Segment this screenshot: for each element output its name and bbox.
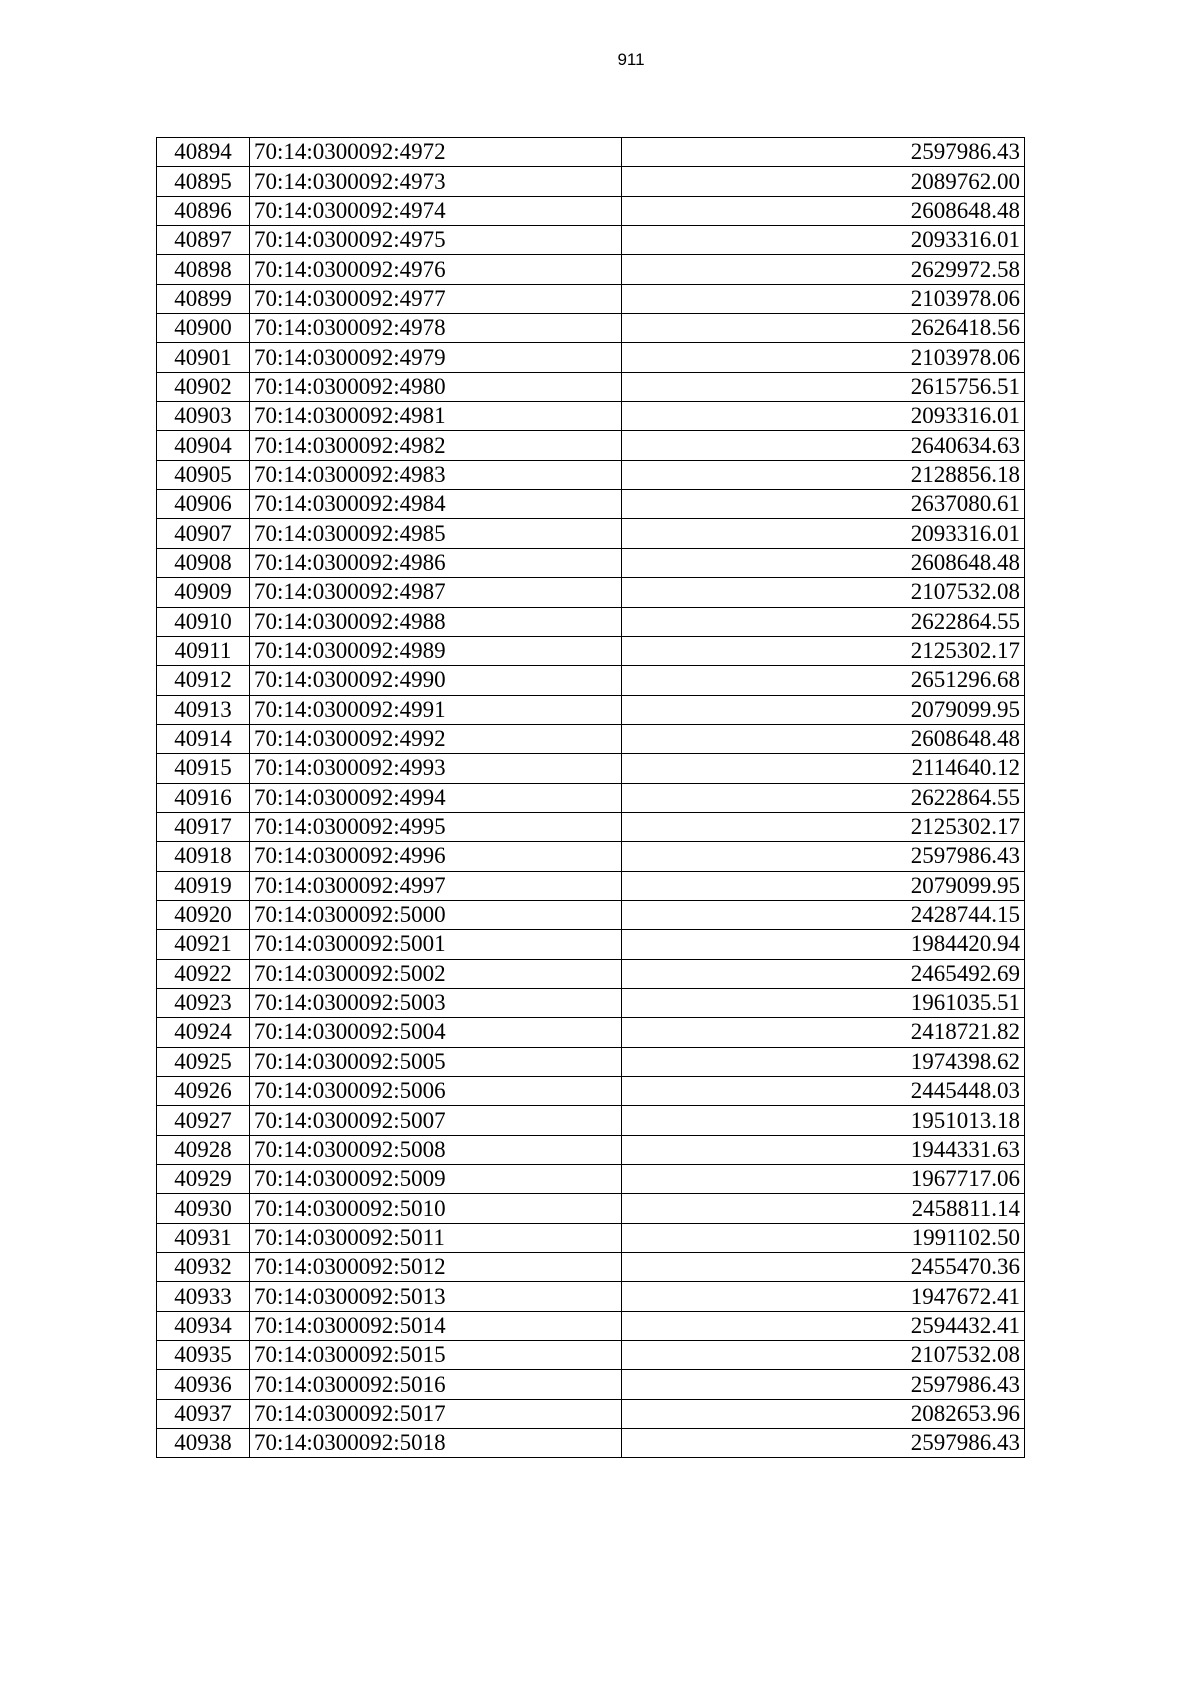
cadastral-number-cell: 70:14:0300092:4983 bbox=[250, 460, 622, 489]
cadastral-number-cell: 70:14:0300092:5015 bbox=[250, 1341, 622, 1370]
cadastral-number-cell: 70:14:0300092:4977 bbox=[250, 284, 622, 313]
cadastral-number-cell: 70:14:0300092:5013 bbox=[250, 1282, 622, 1311]
table-row bbox=[157, 284, 1025, 313]
cadastral-number-cell: 70:14:0300092:4981 bbox=[250, 402, 622, 431]
cadastral-number-cell: 70:14:0300092:4985 bbox=[250, 519, 622, 548]
value-cell: 2418721.82 bbox=[622, 1018, 1025, 1047]
value-cell: 2608648.48 bbox=[622, 196, 1025, 225]
cadastral-number-cell: 70:14:0300092:5008 bbox=[250, 1135, 622, 1164]
table-row bbox=[157, 196, 1025, 225]
row-number-cell: 40922 bbox=[157, 959, 250, 988]
value-cell: 2594432.41 bbox=[622, 1311, 1025, 1340]
table-row bbox=[157, 519, 1025, 548]
cadastral-number-cell: 70:14:0300092:4976 bbox=[250, 255, 622, 284]
row-number-cell: 40923 bbox=[157, 988, 250, 1017]
cadastral-number-cell: 70:14:0300092:4972 bbox=[250, 138, 622, 167]
row-number-cell: 40928 bbox=[157, 1135, 250, 1164]
value-cell: 2428744.15 bbox=[622, 900, 1025, 929]
cadastral-number-cell: 70:14:0300092:4978 bbox=[250, 314, 622, 343]
value-cell: 2093316.01 bbox=[622, 402, 1025, 431]
cadastral-number-cell: 70:14:0300092:5017 bbox=[250, 1399, 622, 1428]
cadastral-table bbox=[156, 137, 1025, 1458]
value-cell: 2128856.18 bbox=[622, 460, 1025, 489]
value-cell: 2455470.36 bbox=[622, 1253, 1025, 1282]
row-number-cell: 40932 bbox=[157, 1253, 250, 1282]
row-number-cell: 40930 bbox=[157, 1194, 250, 1223]
table-body bbox=[157, 138, 1025, 1458]
cadastral-number-cell: 70:14:0300092:5009 bbox=[250, 1165, 622, 1194]
page-number: 911 bbox=[617, 50, 645, 69]
table-row bbox=[157, 724, 1025, 753]
table-row bbox=[157, 1341, 1025, 1370]
cadastral-number-cell: 70:14:0300092:5004 bbox=[250, 1018, 622, 1047]
table-row bbox=[157, 1135, 1025, 1164]
table-row bbox=[157, 167, 1025, 196]
table-row bbox=[157, 842, 1025, 871]
value-cell: 2608648.48 bbox=[622, 548, 1025, 577]
cadastral-number-cell: 70:14:0300092:4995 bbox=[250, 812, 622, 841]
row-number-cell: 40906 bbox=[157, 490, 250, 519]
table-row bbox=[157, 372, 1025, 401]
row-number-cell: 40919 bbox=[157, 871, 250, 900]
cadastral-number-cell: 70:14:0300092:5010 bbox=[250, 1194, 622, 1223]
cadastral-number-cell: 70:14:0300092:4986 bbox=[250, 548, 622, 577]
cadastral-number-cell: 70:14:0300092:5007 bbox=[250, 1106, 622, 1135]
value-cell: 2125302.17 bbox=[622, 812, 1025, 841]
row-number-cell: 40901 bbox=[157, 343, 250, 372]
table-row bbox=[157, 900, 1025, 929]
value-cell: 2089762.00 bbox=[622, 167, 1025, 196]
table-row bbox=[157, 578, 1025, 607]
value-cell: 2458811.14 bbox=[622, 1194, 1025, 1223]
row-number-cell: 40913 bbox=[157, 695, 250, 724]
value-cell: 2093316.01 bbox=[622, 519, 1025, 548]
row-number-cell: 40924 bbox=[157, 1018, 250, 1047]
table-row bbox=[157, 959, 1025, 988]
row-number-cell: 40904 bbox=[157, 431, 250, 460]
cadastral-number-cell: 70:14:0300092:5006 bbox=[250, 1077, 622, 1106]
value-cell: 2103978.06 bbox=[622, 343, 1025, 372]
value-cell: 2107532.08 bbox=[622, 1341, 1025, 1370]
cadastral-number-cell: 70:14:0300092:5002 bbox=[250, 959, 622, 988]
value-cell: 2629972.58 bbox=[622, 255, 1025, 284]
cadastral-number-cell: 70:14:0300092:5000 bbox=[250, 900, 622, 929]
cadastral-number-cell: 70:14:0300092:4973 bbox=[250, 167, 622, 196]
table-row bbox=[157, 431, 1025, 460]
value-cell: 2079099.95 bbox=[622, 695, 1025, 724]
table-row bbox=[157, 314, 1025, 343]
table-row bbox=[157, 1194, 1025, 1223]
value-cell: 1951013.18 bbox=[622, 1106, 1025, 1135]
cadastral-number-cell: 70:14:0300092:5005 bbox=[250, 1047, 622, 1076]
cadastral-number-cell: 70:14:0300092:4994 bbox=[250, 783, 622, 812]
row-number-cell: 40900 bbox=[157, 314, 250, 343]
row-number-cell: 40902 bbox=[157, 372, 250, 401]
cadastral-number-cell: 70:14:0300092:5016 bbox=[250, 1370, 622, 1399]
cadastral-number-cell: 70:14:0300092:4987 bbox=[250, 578, 622, 607]
row-number-cell: 40899 bbox=[157, 284, 250, 313]
cadastral-number-cell: 70:14:0300092:5003 bbox=[250, 988, 622, 1017]
table-row bbox=[157, 1429, 1025, 1458]
row-number-cell: 40914 bbox=[157, 724, 250, 753]
value-cell: 1947672.41 bbox=[622, 1282, 1025, 1311]
table-row bbox=[157, 226, 1025, 255]
value-cell: 2093316.01 bbox=[622, 226, 1025, 255]
row-number-cell: 40911 bbox=[157, 636, 250, 665]
cadastral-number-cell: 70:14:0300092:4974 bbox=[250, 196, 622, 225]
table-row bbox=[157, 871, 1025, 900]
value-cell: 2597986.43 bbox=[622, 842, 1025, 871]
table-row bbox=[157, 636, 1025, 665]
table-row bbox=[157, 988, 1025, 1017]
table-row bbox=[157, 1253, 1025, 1282]
table-row bbox=[157, 1018, 1025, 1047]
row-number-cell: 40925 bbox=[157, 1047, 250, 1076]
row-number-cell: 40896 bbox=[157, 196, 250, 225]
row-number-cell: 40927 bbox=[157, 1106, 250, 1135]
table-row bbox=[157, 1106, 1025, 1135]
value-cell: 2651296.68 bbox=[622, 666, 1025, 695]
value-cell: 2465492.69 bbox=[622, 959, 1025, 988]
value-cell: 2082653.96 bbox=[622, 1399, 1025, 1428]
row-number-cell: 40905 bbox=[157, 460, 250, 489]
table-row bbox=[157, 548, 1025, 577]
table-row bbox=[157, 255, 1025, 284]
row-number-cell: 40910 bbox=[157, 607, 250, 636]
cadastral-number-cell: 70:14:0300092:4988 bbox=[250, 607, 622, 636]
table-row bbox=[157, 1047, 1025, 1076]
table-row bbox=[157, 930, 1025, 959]
table-row bbox=[157, 1165, 1025, 1194]
row-number-cell: 40926 bbox=[157, 1077, 250, 1106]
value-cell: 1967717.06 bbox=[622, 1165, 1025, 1194]
value-cell: 2597986.43 bbox=[622, 1429, 1025, 1458]
cadastral-number-cell: 70:14:0300092:4993 bbox=[250, 754, 622, 783]
row-number-cell: 40917 bbox=[157, 812, 250, 841]
row-number-cell: 40934 bbox=[157, 1311, 250, 1340]
cadastral-number-cell: 70:14:0300092:4979 bbox=[250, 343, 622, 372]
value-cell: 2125302.17 bbox=[622, 636, 1025, 665]
table-row bbox=[157, 1370, 1025, 1399]
table-row bbox=[157, 343, 1025, 372]
cadastral-number-cell: 70:14:0300092:4990 bbox=[250, 666, 622, 695]
value-cell: 2597986.43 bbox=[622, 1370, 1025, 1399]
table-row bbox=[157, 490, 1025, 519]
value-cell: 2445448.03 bbox=[622, 1077, 1025, 1106]
row-number-cell: 40933 bbox=[157, 1282, 250, 1311]
cadastral-number-cell: 70:14:0300092:4992 bbox=[250, 724, 622, 753]
table-row bbox=[157, 695, 1025, 724]
table-row bbox=[157, 1282, 1025, 1311]
value-cell: 2622864.55 bbox=[622, 607, 1025, 636]
value-cell: 1984420.94 bbox=[622, 930, 1025, 959]
cadastral-number-cell: 70:14:0300092:4982 bbox=[250, 431, 622, 460]
table-row bbox=[157, 1077, 1025, 1106]
value-cell: 1974398.62 bbox=[622, 1047, 1025, 1076]
value-cell: 2626418.56 bbox=[622, 314, 1025, 343]
row-number-cell: 40936 bbox=[157, 1370, 250, 1399]
value-cell: 2640634.63 bbox=[622, 431, 1025, 460]
row-number-cell: 40921 bbox=[157, 930, 250, 959]
table-row bbox=[157, 1311, 1025, 1340]
table-row bbox=[157, 1399, 1025, 1428]
cadastral-number-cell: 70:14:0300092:5001 bbox=[250, 930, 622, 959]
value-cell: 2107532.08 bbox=[622, 578, 1025, 607]
row-number-cell: 40909 bbox=[157, 578, 250, 607]
table-row bbox=[157, 666, 1025, 695]
row-number-cell: 40894 bbox=[157, 138, 250, 167]
value-cell: 2114640.12 bbox=[622, 754, 1025, 783]
cadastral-number-cell: 70:14:0300092:5011 bbox=[250, 1223, 622, 1252]
row-number-cell: 40912 bbox=[157, 666, 250, 695]
cadastral-number-cell: 70:14:0300092:4975 bbox=[250, 226, 622, 255]
cadastral-number-cell: 70:14:0300092:4997 bbox=[250, 871, 622, 900]
cadastral-number-cell: 70:14:0300092:4989 bbox=[250, 636, 622, 665]
value-cell: 2637080.61 bbox=[622, 490, 1025, 519]
cadastral-number-cell: 70:14:0300092:4996 bbox=[250, 842, 622, 871]
row-number-cell: 40935 bbox=[157, 1341, 250, 1370]
cadastral-number-cell: 70:14:0300092:5014 bbox=[250, 1311, 622, 1340]
value-cell: 2103978.06 bbox=[622, 284, 1025, 313]
row-number-cell: 40931 bbox=[157, 1223, 250, 1252]
cadastral-number-cell: 70:14:0300092:5012 bbox=[250, 1253, 622, 1282]
value-cell: 2597986.43 bbox=[622, 138, 1025, 167]
row-number-cell: 40920 bbox=[157, 900, 250, 929]
value-cell: 1961035.51 bbox=[622, 988, 1025, 1017]
value-cell: 2079099.95 bbox=[622, 871, 1025, 900]
row-number-cell: 40929 bbox=[157, 1165, 250, 1194]
value-cell: 1991102.50 bbox=[622, 1223, 1025, 1252]
row-number-cell: 40915 bbox=[157, 754, 250, 783]
row-number-cell: 40916 bbox=[157, 783, 250, 812]
value-cell: 2615756.51 bbox=[622, 372, 1025, 401]
row-number-cell: 40897 bbox=[157, 226, 250, 255]
row-number-cell: 40895 bbox=[157, 167, 250, 196]
table-row bbox=[157, 138, 1025, 167]
cadastral-number-cell: 70:14:0300092:4984 bbox=[250, 490, 622, 519]
cadastral-number-cell: 70:14:0300092:4980 bbox=[250, 372, 622, 401]
table-row bbox=[157, 783, 1025, 812]
value-cell: 2608648.48 bbox=[622, 724, 1025, 753]
cadastral-number-cell: 70:14:0300092:5018 bbox=[250, 1429, 622, 1458]
value-cell: 1944331.63 bbox=[622, 1135, 1025, 1164]
row-number-cell: 40937 bbox=[157, 1399, 250, 1428]
row-number-cell: 40938 bbox=[157, 1429, 250, 1458]
row-number-cell: 40898 bbox=[157, 255, 250, 284]
value-cell: 2622864.55 bbox=[622, 783, 1025, 812]
table-row bbox=[157, 607, 1025, 636]
table-row bbox=[157, 402, 1025, 431]
row-number-cell: 40908 bbox=[157, 548, 250, 577]
table-row bbox=[157, 812, 1025, 841]
table-row bbox=[157, 1223, 1025, 1252]
table-row bbox=[157, 754, 1025, 783]
row-number-cell: 40907 bbox=[157, 519, 250, 548]
row-number-cell: 40918 bbox=[157, 842, 250, 871]
table-row bbox=[157, 460, 1025, 489]
row-number-cell: 40903 bbox=[157, 402, 250, 431]
cadastral-number-cell: 70:14:0300092:4991 bbox=[250, 695, 622, 724]
